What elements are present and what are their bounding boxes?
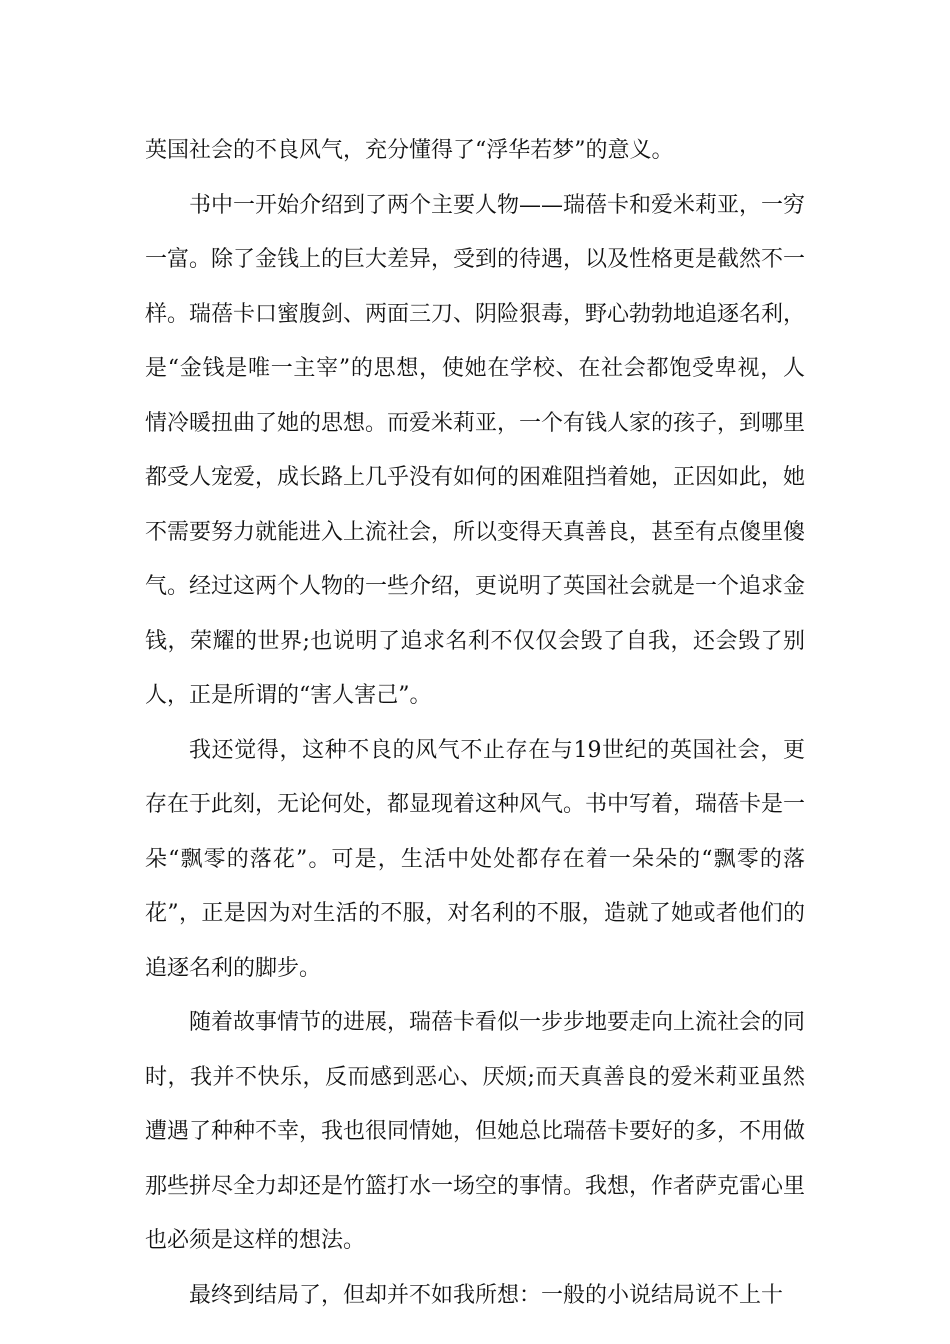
paragraph-2: 书中一开始介绍到了两个主要人物——瑞蓓卡和爱米莉亚，一穷一富。除了金钱上的巨大差异，受到的待遇，以及性格更是截然不一样。瑞蓓卡口蜜腹剑、两面三刀、阴险狠毒，野心勃勃地追逐名利，是“金钱是唯一主宰”的思想，使她在学校、在社会都饱受卑视，人情冷暖扭曲了她的思想。而爱米莉亚，一个有钱人家的孩子，到哪里都受人宠爱，成长路上几乎没有如何的困难阻挡着她，正因如此，她不需要努力就能进入上流社会，所以变得天真善良，甚至有点傻里傻气。经过这两个人物的一些介绍，更说明了英国社会就是一个追求金钱，荣耀的世界;也说明了追求名利不仅仅会毁了自我，还会毁了别人，正是所谓的“害人害己”。 [145, 192, 806, 708]
document-page [145, 124, 805, 1323]
paragraph-4: 随着故事情节的进展，瑞蓓卡看似一步步地要走向上流社会的同时，我并不快乐，反而感到恶心、厌烦;而天真善良的爱米莉亚虽然遭遇了种种不幸，我也很同情她，但她总比瑞蓓卡要好的多，不用做那些拼尽全力却还是竹篮打水一场空的事情。我想，作者萨克雷心里也必须是这样的想法。 [145, 1010, 806, 1253]
paragraph-1: 英国社会的不良风气，充分懂得了“浮华若梦”的意义。 [145, 138, 674, 163]
paragraph-3: 我还觉得，这种不良的风气不止存在与19世纪的英国社会，更存在于此刻，无论何处，都显现着这种风气。书中写着，瑞蓓卡是一朵“飘零的落花”。可是，生活中处处都存在着一朵朵的“飘零的落花”，正是因为对生活的不服，对名利的不服，造就了她或者他们的追逐名利的脚步。 [145, 737, 806, 981]
paragraph-5: 最终到结局了，但却并不如我所想：一般的小说结局说不上十 [189, 1282, 784, 1308]
